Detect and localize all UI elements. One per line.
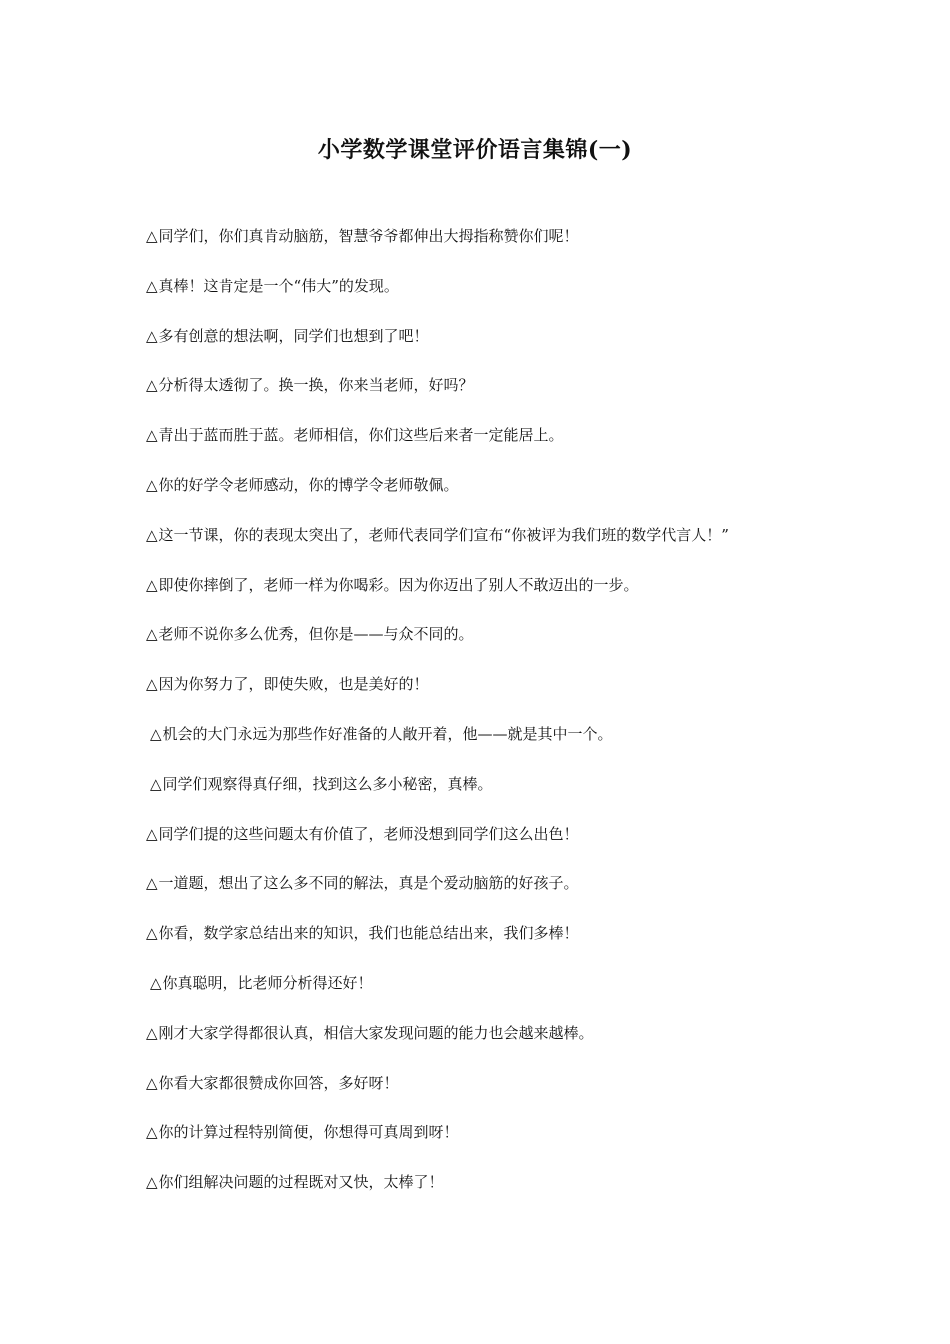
- triangle-bullet: △: [146, 525, 158, 544]
- triangle-bullet: △: [146, 326, 158, 345]
- list-item: [146, 871, 836, 921]
- triangle-bullet: △: [146, 426, 158, 445]
- list-item: [146, 1170, 836, 1220]
- list-item-text: 同学们提的这些问题太有价值了，老师没想到同学们这么出色！: [158, 824, 579, 843]
- triangle-bullet: △: [146, 1073, 158, 1092]
- list-item: [146, 921, 836, 971]
- list-item: [146, 772, 836, 822]
- list-item: [146, 473, 836, 523]
- triangle-bullet: △: [146, 575, 158, 594]
- list-item-text: 刚才大家学得都很认真，相信大家发现问题的能力也会越来越棒。: [158, 1023, 594, 1042]
- list-item-text: 你的好学令老师感动，你的博学令老师敬佩。: [158, 475, 459, 494]
- triangle-bullet: △: [146, 1173, 158, 1192]
- triangle-bullet: △: [146, 475, 158, 494]
- list-item-text: 你看，数学家总结出来的知识，我们也能总结出来，我们多棒！: [158, 924, 579, 943]
- list-item-text: 老师不说你多么优秀，但你是——与众不同的。: [158, 625, 474, 644]
- triangle-bullet: △: [146, 924, 158, 943]
- list-item-text: 青出于蓝而胜于蓝。老师相信，你们这些后来者一定能居上。: [158, 426, 564, 445]
- triangle-bullet: △: [146, 874, 158, 893]
- list-item-text: 分析得太透彻了。换一换，你来当老师，好吗？: [158, 376, 474, 395]
- list-item-text: 即使你摔倒了，老师一样为你喝彩。因为你迈出了别人不敢迈出的一步。: [158, 575, 639, 594]
- list-item: [146, 971, 836, 1021]
- triangle-bullet: △: [146, 1023, 158, 1042]
- triangle-bullet: △: [146, 376, 158, 395]
- list-item: [146, 822, 836, 872]
- list-item: [146, 1071, 836, 1121]
- list-item: [146, 722, 836, 772]
- triangle-bullet: △: [146, 824, 158, 843]
- list-item-text: 因为你努力了，即使失败，也是美好的！: [158, 675, 429, 694]
- list-item: [146, 324, 836, 374]
- list-item: [146, 224, 836, 274]
- list-item: [146, 373, 836, 423]
- list-item: [146, 573, 836, 623]
- triangle-bullet: △: [146, 675, 158, 694]
- triangle-bullet: △: [146, 1123, 158, 1142]
- triangle-bullet: △: [150, 774, 162, 793]
- list-item-text: 真棒！这肯定是一个“伟大”的发现。: [158, 276, 399, 295]
- list-item: [146, 1120, 836, 1170]
- list-item: [146, 622, 836, 672]
- triangle-bullet: △: [146, 227, 158, 245]
- list-item-text: 一道题，想出了这么多不同的解法，真是个爱动脑筋的好孩子。: [158, 874, 579, 893]
- list-item: [146, 274, 836, 324]
- document-title: 小学数学课堂评价语言集锦(一): [317, 137, 633, 163]
- triangle-bullet: △: [146, 276, 158, 295]
- list-item-text: 同学们，你们真肯动脑筋，智慧爷爷都伸出大拇指称赞你们呢！: [158, 227, 579, 245]
- list-item-text: 你的计算过程特别简便，你想得可真周到呀！: [158, 1123, 459, 1142]
- list-item-text: 机会的大门永远为那些作好准备的人敞开着，他——就是其中一个。: [162, 724, 613, 743]
- list-item-text: 你看大家都很赞成你回答，多好呀！: [158, 1073, 399, 1092]
- triangle-bullet: △: [150, 973, 162, 992]
- triangle-bullet: △: [150, 724, 162, 743]
- list-item-text: 这一节课，你的表现太突出了，老师代表同学们宣布“你被评为我们班的数学代言人！”: [158, 525, 729, 544]
- list-item: [146, 423, 836, 473]
- list-item: [146, 523, 836, 573]
- phrase-list: [146, 224, 836, 1220]
- list-item: [146, 672, 836, 722]
- list-item-text: 你们组解决问题的过程既对又快，太棒了！: [158, 1173, 444, 1192]
- list-item-text: 你真聪明，比老师分析得还好！: [162, 973, 373, 992]
- list-item-text: 多有创意的想法啊，同学们也想到了吧！: [158, 326, 429, 345]
- list-item-text: 同学们观察得真仔细，找到这么多小秘密，真棒。: [162, 774, 493, 793]
- list-item: [146, 1021, 836, 1071]
- triangle-bullet: △: [146, 625, 158, 644]
